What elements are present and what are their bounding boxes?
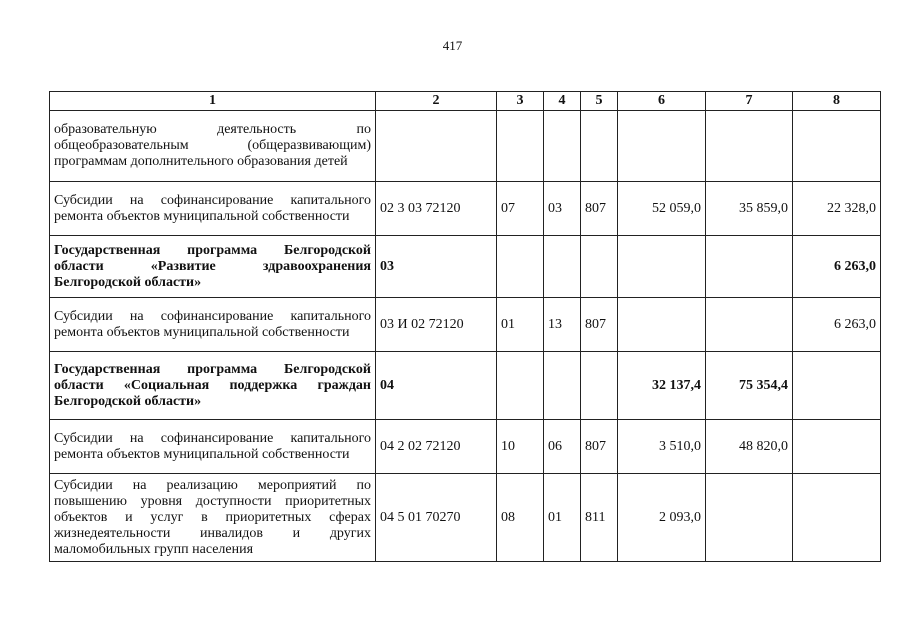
- row-col-5: 811: [581, 474, 618, 562]
- row-col-4: [544, 111, 581, 182]
- row-col-5: [581, 236, 618, 298]
- row-col-3: [497, 111, 544, 182]
- row-col-7: 75 354,4: [706, 352, 793, 420]
- header-col-1: 1: [50, 92, 376, 111]
- row-col-3: 01: [497, 298, 544, 352]
- row-col-5: 807: [581, 420, 618, 474]
- row-col-7: [706, 236, 793, 298]
- row-col-6: 3 510,0: [618, 420, 706, 474]
- row-name: Государственная программа Белгородской области «Социальная поддержка граждан Белгородской области»: [50, 352, 376, 420]
- header-col-7: 7: [706, 92, 793, 111]
- row-col-4: 06: [544, 420, 581, 474]
- row-name: Субсидии на софинансирование капитального ремонта объектов муниципальной собственности: [50, 182, 376, 236]
- row-col-3: [497, 236, 544, 298]
- row-col-5: [581, 352, 618, 420]
- table-row: [50, 236, 881, 298]
- header-col-3: 3: [497, 92, 544, 111]
- row-code: 04 5 01 70270: [376, 474, 497, 562]
- row-code: 02 3 03 72120: [376, 182, 497, 236]
- budget-table: [49, 91, 881, 562]
- header-row: [50, 92, 881, 111]
- header-col-6: 6: [618, 92, 706, 111]
- row-col-7: 48 820,0: [706, 420, 793, 474]
- row-col-8: [793, 420, 881, 474]
- table-row: [50, 352, 881, 420]
- row-col-8: 6 263,0: [793, 236, 881, 298]
- row-col-3: 07: [497, 182, 544, 236]
- row-col-4: [544, 352, 581, 420]
- row-name: Государственная программа Белгородской области «Развитие здравоохранения Белгородской области»: [50, 236, 376, 298]
- table-row: [50, 474, 881, 562]
- row-col-7: [706, 474, 793, 562]
- header-col-4: 4: [544, 92, 581, 111]
- row-col-6: [618, 111, 706, 182]
- header-col-5: 5: [581, 92, 618, 111]
- row-name: образовательную деятельность по общеобразовательным (общеразвивающим) программам дополнительного образования детей: [50, 111, 376, 182]
- row-name: Субсидии на софинансирование капитального ремонта объектов муниципальной собственности: [50, 298, 376, 352]
- row-col-8: 6 263,0: [793, 298, 881, 352]
- row-col-7: [706, 298, 793, 352]
- row-col-7: [706, 111, 793, 182]
- row-col-5: 807: [581, 298, 618, 352]
- row-col-6: 2 093,0: [618, 474, 706, 562]
- row-col-7: 35 859,0: [706, 182, 793, 236]
- table-row: [50, 420, 881, 474]
- row-code: 04 2 02 72120: [376, 420, 497, 474]
- row-col-6: [618, 236, 706, 298]
- page-number: 417: [442, 38, 463, 53]
- row-col-4: [544, 236, 581, 298]
- row-col-3: [497, 352, 544, 420]
- row-col-4: 13: [544, 298, 581, 352]
- row-col-8: 22 328,0: [793, 182, 881, 236]
- row-col-5: 807: [581, 182, 618, 236]
- header-col-2: 2: [376, 92, 497, 111]
- header-col-8: 8: [793, 92, 881, 111]
- row-col-6: [618, 298, 706, 352]
- row-code: 04: [376, 352, 497, 420]
- row-col-4: 03: [544, 182, 581, 236]
- row-name: Субсидии на реализацию мероприятий по повышению уровня доступности приоритетных объектов и услуг в приоритетных сферах жизнедеятельности инвалидов и других маломобильных групп населения: [50, 474, 376, 562]
- row-col-8: [793, 352, 881, 420]
- row-code: 03: [376, 236, 497, 298]
- row-col-4: 01: [544, 474, 581, 562]
- table-row: [50, 111, 881, 182]
- row-code: [376, 111, 497, 182]
- row-col-3: 08: [497, 474, 544, 562]
- row-col-5: [581, 111, 618, 182]
- row-col-8: [793, 111, 881, 182]
- row-col-6: 32 137,4: [618, 352, 706, 420]
- row-col-6: 52 059,0: [618, 182, 706, 236]
- row-col-3: 10: [497, 420, 544, 474]
- table-row: [50, 182, 881, 236]
- row-code: 03 И 02 72120: [376, 298, 497, 352]
- row-col-8: [793, 474, 881, 562]
- table-row: [50, 298, 881, 352]
- row-name: Субсидии на софинансирование капитального ремонта объектов муниципальной собственности: [50, 420, 376, 474]
